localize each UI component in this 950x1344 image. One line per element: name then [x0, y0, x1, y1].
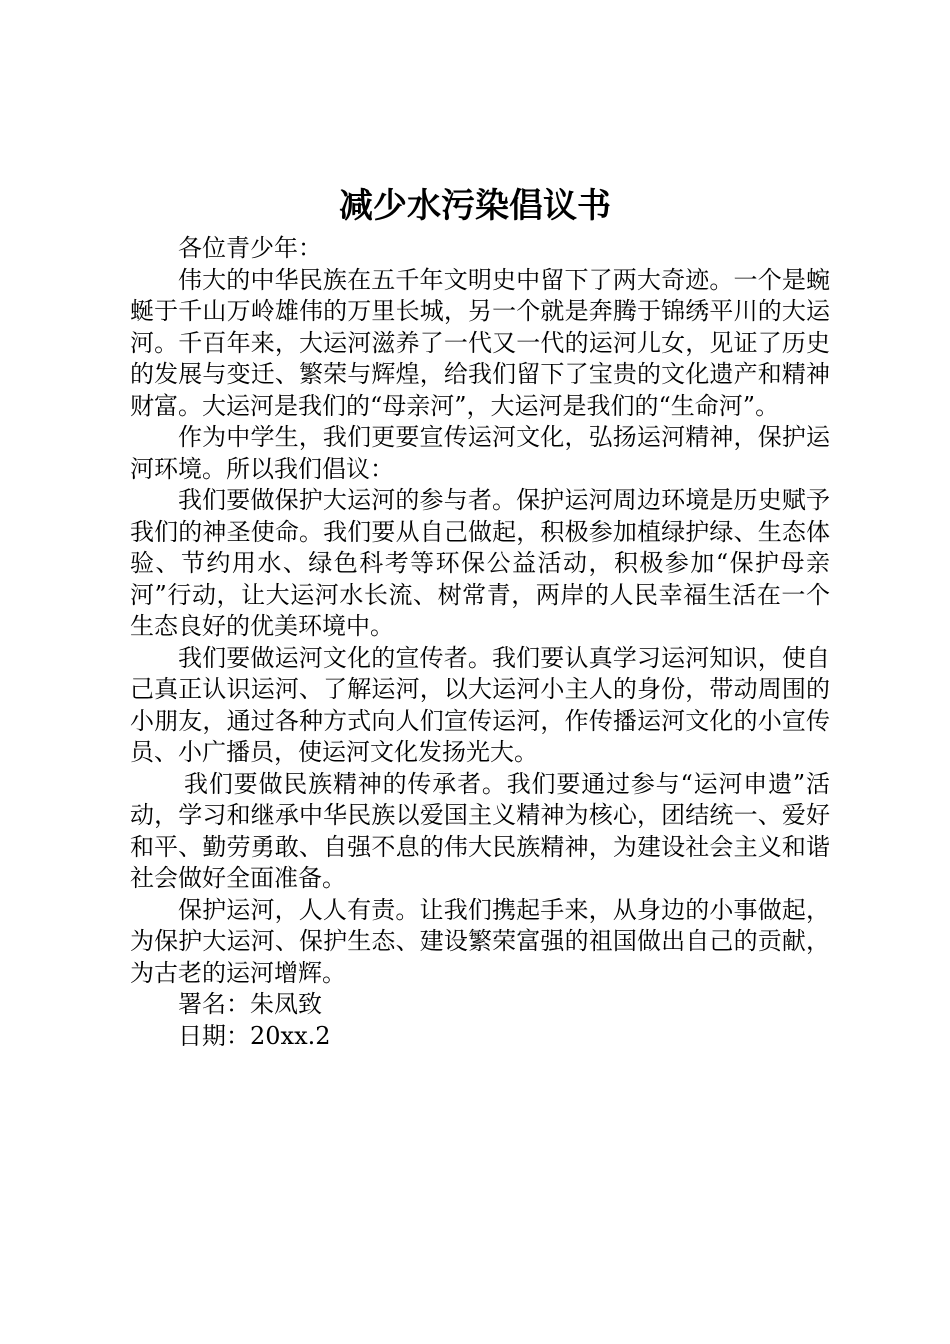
paragraph-2: 作为中学生，我们更要宣传运河文化，弘扬运河精神，保护运河环境。所以我们倡议： [130, 423, 830, 483]
document-body [130, 233, 830, 1052]
paragraph-4: 我们要做运河文化的宣传者。我们要认真学习运河知识，使自己真正认识运河、了解运河，以大运河小主人的身份，带动周围的小朋友，通过各种方式向人们宣传运河，作传播运河文化的小宣传员、小广播员，使运河文化发扬光大。 [130, 643, 830, 766]
paragraph-3: 我们要做保护大运河的参与者。保护运河周边环境是历史赋予我们的神圣使命。我们要从自己做起，积极参加植绿护绿、生态体验、节约用水、绿色科考等环保公益活动，积极参加“保护母亲河”行动，让大运河水长流、树常青，两岸的人民幸福生活在一个生态良好的优美环境中。 [130, 486, 830, 640]
signature: 署名：朱凤致 [178, 990, 322, 1018]
paragraph-5: 我们要做民族精神的传承者。我们要通过参与“运河申遗”活动，学习和继承中华民族以爱国主义精神为核心，团结统一、爱好和平、勤劳勇敢、自强不息的伟大民族精神，为建设社会主义和谐社会做好全面准备。 [130, 769, 830, 892]
date: 日期：20xx.2 [178, 1021, 331, 1050]
paragraph-1: 伟大的中华民族在五千年文明史中留下了两大奇迹。一个是蜿蜒于千山万岭雄伟的万里长城，另一个就是奔腾于锦绣平川的大运河。千百年来，大运河滋养了一代又一代的运河儿女，见证了历史的发展与变迁、繁荣与辉煌，给我们留下了宝贵的文化遗产和精神财富。大运河是我们的“母亲河”，大运河是我们的“生命河”。 [130, 265, 830, 420]
paragraph-6: 保护运河，人人有责。让我们携起手来，从身边的小事做起，为保护大运河、保护生态、建设繁荣富强的祖国做出自己的贡献，为古老的运河增辉。 [130, 895, 830, 987]
document-title: 减少水污染倡议书 [339, 186, 611, 226]
greeting: 各位青少年： [178, 234, 322, 262]
